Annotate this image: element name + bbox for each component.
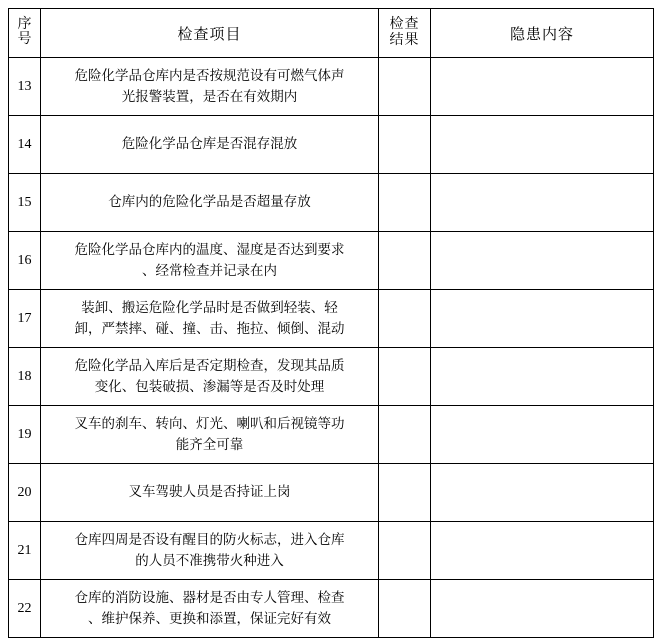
row-number: 21 [9, 522, 41, 580]
hazard-content-cell[interactable] [431, 58, 654, 116]
row-number: 15 [9, 174, 41, 232]
inspection-item-line: 仓库四周是否设有醒目的防火标志，进入仓库 [74, 532, 345, 548]
header-cell-risk: 隐患内容 [431, 9, 654, 58]
table-row [9, 406, 654, 464]
header-no-char-1: 序 [17, 17, 32, 33]
table-row [9, 116, 654, 174]
inspection-item-line: 仓库的消防设施、器材是否由专人管理、检查 [74, 590, 345, 606]
row-number: 20 [9, 464, 41, 522]
inspection-result-cell[interactable] [379, 580, 431, 638]
inspection-item-line: 光报警装置，是否在有效期内 [121, 88, 298, 104]
table-row [9, 290, 654, 348]
inspection-item-line: 叉车驾驶人员是否持证上岗 [128, 484, 291, 500]
hazard-content-cell[interactable] [431, 348, 654, 406]
inspection-item-line: 叉车的刹车、转向、灯光、喇叭和后视镜等功 [74, 416, 345, 432]
inspection-result-cell[interactable] [379, 58, 431, 116]
inspection-item [41, 232, 379, 290]
inspection-result-cell[interactable] [379, 406, 431, 464]
table-row [9, 522, 654, 580]
inspection-item-line: 危险化学品仓库内是否按规范设有可燃气体声 [74, 68, 345, 84]
inspection-item [41, 348, 379, 406]
table-header [9, 9, 654, 58]
table-row [9, 348, 654, 406]
header-result-line-2: 结果 [389, 33, 420, 48]
hazard-content-cell[interactable] [431, 174, 654, 232]
inspection-item-line: 变化、包装破损、渗漏等是否及时处理 [94, 378, 325, 394]
hazard-content-cell[interactable] [431, 522, 654, 580]
inspection-item [41, 290, 379, 348]
header-row [9, 9, 654, 58]
inspection-item [41, 406, 379, 464]
inspection-item-line: 危险化学品仓库是否混存混放 [121, 136, 298, 152]
inspection-result-cell[interactable] [379, 174, 431, 232]
inspection-result-cell[interactable] [379, 232, 431, 290]
table-body [9, 58, 654, 638]
table-row [9, 58, 654, 116]
hazard-content-cell[interactable] [431, 580, 654, 638]
inspection-item-line: 危险化学品入库后是否定期检查，发现其品质 [74, 358, 345, 374]
row-number: 16 [9, 232, 41, 290]
hazard-content-cell[interactable] [431, 406, 654, 464]
inspection-result-cell[interactable] [379, 290, 431, 348]
row-number: 17 [9, 290, 41, 348]
hazard-content-cell[interactable] [431, 464, 654, 522]
inspection-item [41, 116, 379, 174]
header-cell-item: 检查项目 [41, 9, 379, 58]
row-number: 18 [9, 348, 41, 406]
inspection-item [41, 58, 379, 116]
row-number: 14 [9, 116, 41, 174]
safety-checklist-table [8, 8, 654, 638]
inspection-item-line: 的人员不准携带火种进入 [135, 552, 284, 568]
inspection-item [41, 522, 379, 580]
header-no-char-2: 号 [17, 32, 32, 47]
inspection-item-line: 、经常检查并记录在内 [142, 262, 277, 278]
row-number: 22 [9, 580, 41, 638]
table-row [9, 580, 654, 638]
header-result-line-1: 检查 [389, 16, 420, 32]
inspection-item-line: 危险化学品仓库内的温度、湿度是否达到要求 [74, 242, 345, 258]
row-number: 13 [9, 58, 41, 116]
header-cell-result [379, 9, 431, 58]
inspection-result-cell[interactable] [379, 116, 431, 174]
header-cell-no [9, 9, 41, 58]
inspection-item-line: 仓库内的危险化学品是否超量存放 [108, 194, 311, 210]
inspection-item [41, 464, 379, 522]
inspection-item-line: 卸，严禁摔、碰、撞、击、拖拉、倾倒、混动 [74, 320, 345, 336]
table-row [9, 464, 654, 522]
inspection-item [41, 580, 379, 638]
inspection-item-line: 装卸、搬运危险化学品时是否做到轻装、轻 [81, 300, 338, 316]
hazard-content-cell[interactable] [431, 232, 654, 290]
inspection-item-line: 、维护保养、更换和添置，保证完好有效 [88, 610, 331, 626]
table-row [9, 174, 654, 232]
hazard-content-cell[interactable] [431, 116, 654, 174]
row-number: 19 [9, 406, 41, 464]
inspection-result-cell[interactable] [379, 348, 431, 406]
inspection-result-cell[interactable] [379, 464, 431, 522]
hazard-content-cell[interactable] [431, 290, 654, 348]
inspection-result-cell[interactable] [379, 522, 431, 580]
inspection-item [41, 174, 379, 232]
table-row [9, 232, 654, 290]
inspection-item-line: 能齐全可靠 [175, 436, 244, 452]
